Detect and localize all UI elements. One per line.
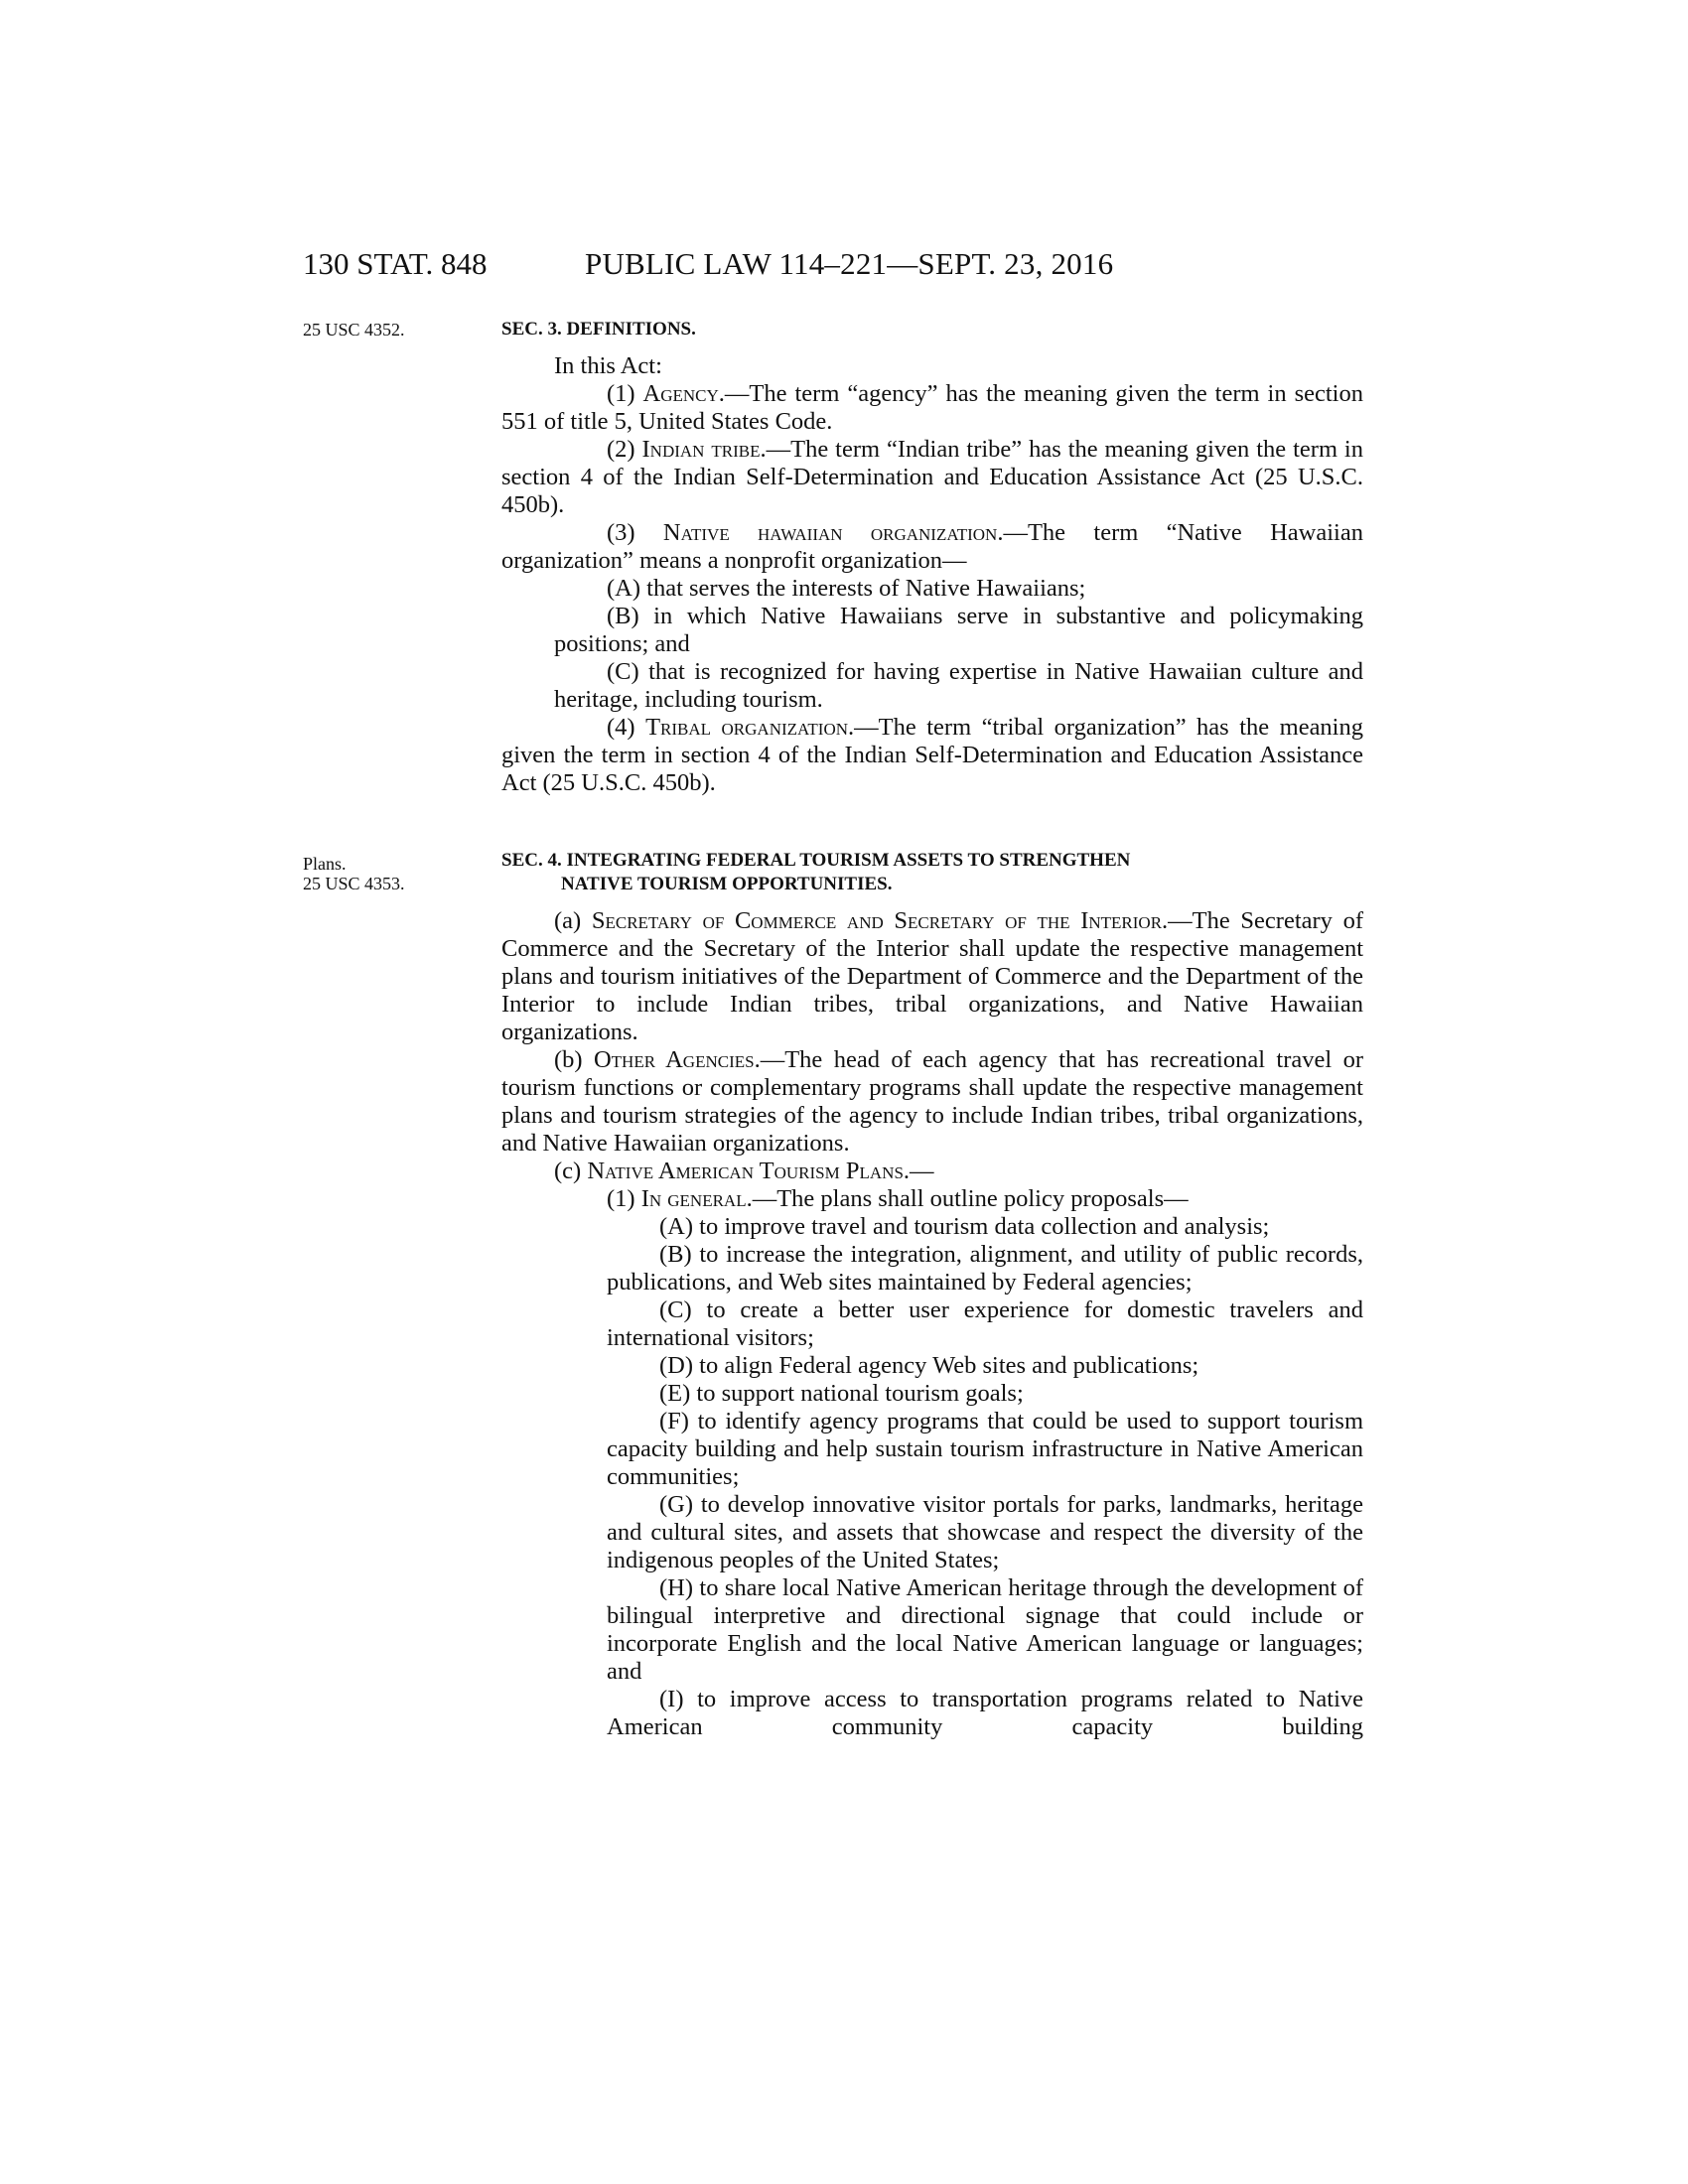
section-heading-line-2: NATIVE TOURISM OPPORTUNITIES. bbox=[561, 874, 893, 894]
usc-citation: 25 USC 4353. bbox=[303, 874, 405, 893]
policy-item-d: (D) to align Federal agency Web sites and publications; bbox=[659, 1352, 1199, 1379]
subparagraph-c: (C) that is recognized for having expertise in Native Hawaiian culture and heritage, including tourism. bbox=[554, 658, 1363, 713]
policy-item-i: (I) to improve access to transportation programs related to Native American community capacity building bbox=[607, 1686, 1363, 1740]
section-heading: SEC. 3. DEFINITIONS. bbox=[501, 319, 696, 340]
subparagraph-b: (B) in which Native Hawaiians serve in substantive and policymaking positions; and bbox=[554, 603, 1363, 657]
subsection-a: (a) Secretary of Commerce and Secretary of the Interior.—The Secretary of Commerce and the Secretary of the Interior shall update the respective management plans and tourism initiatives of the Department of Commerce and the Department of the Interior to include Indian tribes, tribal organizations, and Native Hawaiian organizations. bbox=[501, 907, 1363, 1045]
plans-note: Plans. bbox=[303, 854, 347, 874]
subsection-b: (b) Other Agencies.—The head of each agency that has recreational travel or tourism functions or complementary programs shall update the respective management plans and tourism strategies of the agency to include Indian tribes, tribal organizations, and Native Hawaiian organizations. bbox=[501, 1046, 1363, 1157]
margin-note-sec4 bbox=[303, 854, 405, 893]
definition-indian-tribe: (2) Indian tribe.—The term “Indian tribe” has the meaning given the term in section 4 of the Indian Self-Determination and Education Assistance Act (25 U.S.C. 450b). bbox=[501, 436, 1363, 518]
definition-tribal-organization: (4) Tribal organization.—The term “tribal organization” has the meaning given the term in section 4 of the Indian Self-Determination and Education Assistance Act (25 U.S.C. 450b). bbox=[501, 714, 1363, 796]
intro-paragraph: In this Act: bbox=[554, 352, 662, 379]
section-4 bbox=[501, 849, 1363, 1741]
statute-page-number: 130 STAT. 848 bbox=[303, 246, 488, 281]
subsection-c: (c) Native American Tourism Plans.— bbox=[554, 1158, 934, 1184]
definition-native-hawaiian-organization: (3) Native hawaiian organization.—The term “Native Hawaiian organization” means a nonprofit organization— bbox=[501, 519, 1363, 574]
policy-item-e: (E) to support national tourism goals; bbox=[659, 1380, 1024, 1407]
section-heading bbox=[501, 849, 1363, 896]
section-3 bbox=[501, 318, 1363, 797]
page-header bbox=[303, 246, 1216, 286]
policy-item-h: (H) to share local Native American heritage through the development of bilingual interpretive and directional signage that could include or incorporate English and the local Native American language or languages; and bbox=[607, 1574, 1363, 1685]
subparagraph-a: (A) that serves the interests of Native Hawaiians; bbox=[607, 575, 1086, 602]
policy-item-g: (G) to develop innovative visitor portals for parks, landmarks, heritage and cultural sites, and assets that showcase and respect the diversity of the indigenous peoples of the United States; bbox=[607, 1491, 1363, 1573]
paragraph-in-general: (1) In general.—The plans shall outline policy proposals— bbox=[607, 1185, 1189, 1212]
running-title: PUBLIC LAW 114–221—SEPT. 23, 2016 bbox=[585, 246, 1114, 281]
policy-item-a: (A) to improve travel and tourism data collection and analysis; bbox=[659, 1213, 1270, 1240]
policy-item-f: (F) to identify agency programs that could be used to support tourism capacity building and help sustain tourism infrastructure in Native American communities; bbox=[607, 1408, 1363, 1490]
usc-citation: 25 USC 4352. bbox=[303, 320, 405, 340]
policy-item-b: (B) to increase the integration, alignment, and utility of public records, publications, and Web sites maintained by Federal agencies; bbox=[607, 1241, 1363, 1296]
policy-item-c: (C) to create a better user experience for domestic travelers and international visitors; bbox=[607, 1297, 1363, 1351]
section-heading-line-1: SEC. 4. INTEGRATING FEDERAL TOURISM ASSETS TO STRENGTHEN bbox=[501, 850, 1131, 871]
margin-note-sec3 bbox=[303, 320, 405, 340]
definition-agency: (1) Agency.—The term “agency” has the meaning given the term in section 551 of title 5, United States Code. bbox=[501, 380, 1363, 435]
